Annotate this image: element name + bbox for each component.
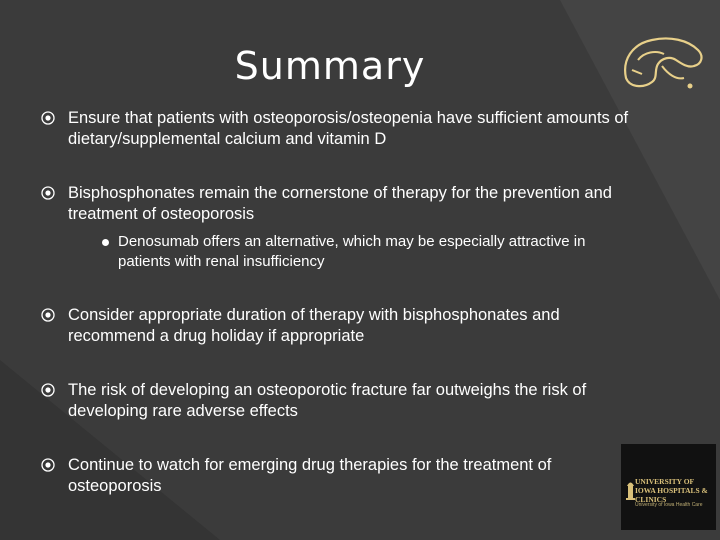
sub-bullet-item xyxy=(68,232,630,272)
bullet-item xyxy=(40,183,630,272)
bullet-item xyxy=(40,305,630,347)
hospital-name: UNIVERSITY OF IOWA HOSPITALS & CLINICS xyxy=(635,477,708,504)
bullet-item xyxy=(40,455,630,497)
circled-dot-bullet-icon xyxy=(40,110,56,126)
hospital-logo xyxy=(621,444,716,530)
bullet-text: The risk of developing an osteoporotic fracture far outweighs the risk of developing rare adverse effects xyxy=(68,381,587,420)
old-capitol-dome-icon xyxy=(626,478,635,500)
bullet-text: Consider appropriate duration of therapy with bisphosphonates and recommend a drug holiday if appropriate xyxy=(68,306,560,345)
bullet-list xyxy=(40,108,630,530)
round-bullet-icon xyxy=(102,239,109,246)
circled-dot-bullet-icon xyxy=(40,185,56,201)
bullet-text: Continue to watch for emerging drug therapies for the treatment of osteoporosis xyxy=(68,456,552,495)
slide-title: Summary xyxy=(234,44,426,88)
bullet-text: Ensure that patients with osteoporosis/osteopenia have sufficient amounts of dietary/supplemental calcium and vitamin D xyxy=(68,109,629,148)
sub-bullet-text: Denosumab offers an alternative, which may be especially attractive in patients with renal insufficiency xyxy=(118,233,586,270)
bullet-item xyxy=(40,108,630,150)
circled-dot-bullet-icon xyxy=(40,307,56,323)
circled-dot-bullet-icon xyxy=(40,382,56,398)
circled-dot-bullet-icon xyxy=(40,457,56,473)
hawkeye-logo-icon xyxy=(618,30,714,100)
hospital-subtitle: University of Iowa Health Care xyxy=(635,502,703,508)
bullet-item xyxy=(40,380,630,422)
bullet-text: Bisphosphonates remain the cornerstone of therapy for the prevention and treatment of osteoporosis xyxy=(68,184,612,223)
